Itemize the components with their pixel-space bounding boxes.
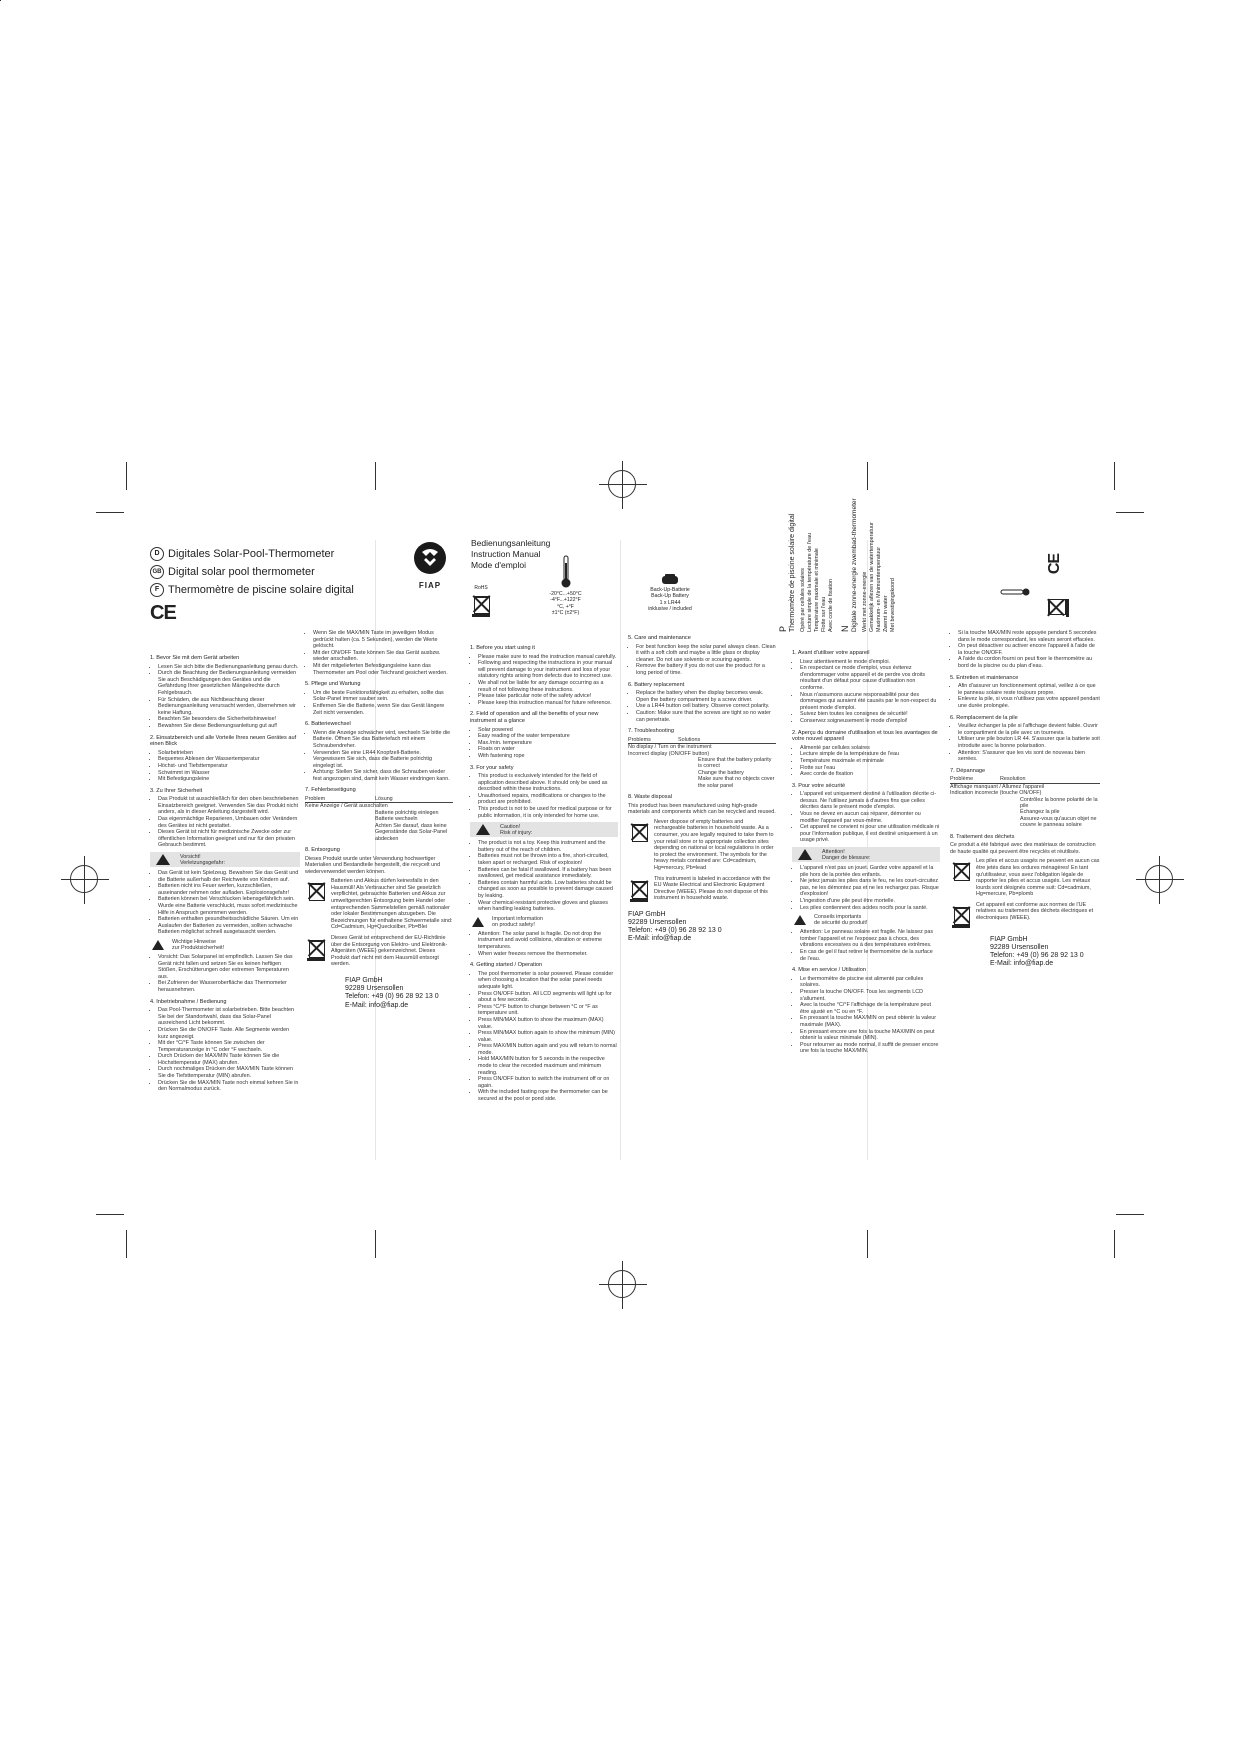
section-title: 4. Inbetriebnahme / Bedienung — [150, 998, 227, 1005]
table-header: Resolution — [1000, 776, 1026, 783]
list-item: • Batteries contain harmful acids. Low batteries should be changed as soon as possible to prevent damage caused by leaking. — [478, 880, 618, 900]
paragraph: Cet appareil est conforme aux normes de l'UE relatives au traitement des déchets électriques et électroniques (WEEE). — [976, 901, 1094, 922]
de-column-2 — [305, 630, 453, 1010]
company-email: E-Mail: info@fiap.de — [345, 1001, 409, 1009]
list-item: • Das Produkt ist ausschließlich für den oben beschriebenen Einsatzbereich geeignet. Verwenden Sie das Produkt nicht anders, als in dieser Anleitung dargestellt wird. — [158, 796, 300, 816]
list-item: • Suivez bien toutes les consignes de sécurité! — [800, 711, 940, 718]
warning-title: Caution! — [500, 823, 521, 830]
table-header: Solutions — [678, 736, 701, 743]
crop-mark — [1114, 1230, 1115, 1258]
section-title: 7. Troubleshooting — [628, 728, 675, 735]
registration-mark — [1145, 865, 1173, 893]
list-item: • Avec corde de fixation — [800, 771, 940, 778]
list-item: • L'appareil n'est pas un jouet. Gardez votre appareil et la pile hors de la portée des enfants. — [800, 865, 940, 878]
side-label-block — [778, 498, 950, 635]
side-line-p-5: Avec corde de fixation — [828, 579, 834, 632]
list-item: • Wear chemical-resistant protective gloves and glasses when handling leaking batteries. — [478, 900, 618, 913]
table-cell: Keine Anzeige / Gerät ausschalten — [305, 803, 388, 810]
list-item: • L'appareil est uniquement destiné à l'utilisation décrite ci-dessus. Ne l'utilisez jamais à d'autres fins que celles décrites dans le présent mode d'emploi. — [800, 791, 940, 811]
side-line-n-4: Zwemt in water — [883, 595, 889, 632]
side-line-p-1: Opéré par cellules solaires — [800, 568, 806, 632]
warning-banner — [792, 847, 940, 862]
paragraph: Les piles et accus usagés ne peuvent en aucun cas être jetés dans les ordures ménagères! En tant qu'utilisateur, vous avez l'obligation légale de rapporter les piles et accus usagés. Les métaux lourds sont désignés comme suit: Cd=cadmium, Hg=mercure, Pb=plomb — [976, 858, 1100, 898]
paragraph: Ce produit a été fabriqué avec des matériaux de construction de haute qualité qui peuvent être recyclés et réutilisés. — [950, 842, 1096, 855]
crop-mark — [1116, 512, 1144, 513]
list-item: • Replace the battery when the display becomes weak. Open the battery compartment by a screw driver. — [636, 690, 776, 703]
waste-bin-icon — [470, 591, 492, 617]
list-item: • Drücken Sie die ON/OFF Taste. Alle Segmente werden kurz angezeigt. — [158, 1027, 300, 1040]
side-line-n-1: Werkt met zonne-energie — [862, 571, 868, 632]
paragraph: Dieses Produkt wurde unter Verwendung hochwertiger Materialien und Bestandteile hergestellt, die recycelt und wiederverwendet werden können. — [305, 855, 441, 875]
section-title: 1. Bevor Sie mit dem Gerät arbeiten — [150, 655, 240, 661]
list-item: • Température maximale et minimale — [800, 758, 940, 765]
crop-mark — [375, 1230, 376, 1258]
warning-subtitle: Risk of injury: — [500, 829, 533, 836]
list-item: • Max./min. temperature — [478, 740, 618, 747]
battery-type: 1 x LR44 — [659, 599, 681, 606]
section-title: 8. Waste disposal — [628, 793, 672, 800]
list-item: • En pressant encore une fois la touche MAX/MIN on peut obtenir la valeur minimale (MIN). — [800, 1029, 940, 1042]
fiap-logo-text: FIAP — [418, 581, 442, 590]
list-item: • Caution: Make sure that the screws are tight so no water can penetrate. — [636, 710, 776, 723]
list-item: • Durch die Beachtung der Bedienungsanleitung vermeiden Sie auch Beschädigungen des Gerätes und die Gefährdung Ihrer gesetzlichen Mängelrechte durch Fehlgebrauch. — [158, 670, 300, 696]
company-contact — [305, 977, 453, 1010]
section-title: 2. Einsatzbereich und alle Vorteile Ihres neuen Gerätes auf einen Blick — [150, 734, 297, 748]
list-item: • This product is exclusively intended for the field of application described above. It should only be used as described within these instructions. — [478, 773, 618, 793]
title-text-gb: Digital solar pool thermometer — [168, 566, 315, 578]
title-text-fr: Thermomètre de piscine solaire digital — [168, 584, 354, 596]
table-cell: Contrôlez la bonne polarité de la pile — [1020, 796, 1098, 809]
list-item: • Batteries must not be thrown into a fire, short-circuited, taken apart or recharged. Risk of explosion! — [478, 853, 618, 866]
list-item: • En pressant la touche MAX/MIN on peut obtenir la valeur maximale (MAX). — [800, 1015, 940, 1028]
note-subtitle: de sécurité du produit! — [814, 920, 868, 927]
list-item: • A l'aide du cordon fourni on peut fixer le thermomètre au bord de la piscine ou du plan d'eau. — [958, 656, 1100, 669]
table-cell: Batterie wechseln — [375, 816, 418, 823]
crop-mark — [96, 1214, 124, 1215]
list-item: • Lecture simple de la température de l'eau — [800, 751, 940, 758]
list-item: • Floats on water — [478, 746, 618, 753]
warning-title: Vorsicht! — [180, 853, 201, 860]
thermometer-spec — [538, 555, 593, 616]
important-note — [470, 916, 618, 928]
warning-title: Attention! — [822, 848, 845, 855]
ce-mark-rotated: CE — [1046, 553, 1064, 575]
list-item: • Um die beste Funktionsfähigkeit zu erhalten, sollte das Solar-Panel immer sauber sein. — [313, 690, 453, 703]
temp-units: °C, +°F — [557, 603, 574, 610]
crop-mark — [126, 1230, 127, 1258]
list-item: • Unauthorised repairs, modifications or changes to the product are prohibited. — [478, 793, 618, 806]
table-header: Problem — [305, 796, 326, 803]
crop-mark — [1116, 1214, 1144, 1215]
list-item: • Attention: Le panneau solaire est fragile. Ne laissez pas tomber l'appareil et ne l'exposez pas à chocs, des vibrations excessives ou à des températures extrêmes. — [800, 929, 940, 949]
crop-mark — [867, 1230, 868, 1258]
registration-mark — [608, 470, 636, 498]
company-name: FIAP GmbH — [628, 910, 666, 918]
thermometer-icon — [1000, 585, 1030, 599]
list-item: • Please take particular note of the safety advice! — [478, 693, 618, 700]
list-item: • Mit der ON/OFF Taste können Sie das Gerät ausbzw. wieder anschalten. — [313, 650, 453, 663]
list-item: • When water freezes remove the thermometer. — [478, 951, 618, 958]
list-item: • Wenn Sie die MAX/MIN Taste im jeweiligen Modus gedrückt halten (ca. 5 Sekunden), werden die Werte gelöscht. — [313, 630, 453, 650]
crop-mark — [126, 462, 127, 490]
crop-mark — [1114, 462, 1115, 490]
list-item: • Lesen Sie sich bitte die Bedienungsanleitung genau durch. — [158, 664, 300, 671]
list-item: • Wenn die Anzeige schwächer wird, wechseln Sie bitte die Batterie. Öffnen Sie das Batteriefach mit einem Schraubendreher. — [313, 730, 453, 750]
list-item: • Durch nochmaliges Drücken der MAX/MIN Taste können Sie die Tiefsttemperatur (MIN) abrufen. — [158, 1066, 300, 1079]
language-code-de: D — [150, 547, 164, 561]
section-title: 7. Fehlerbeseitigung — [305, 787, 356, 794]
registration-mark — [608, 1270, 636, 1298]
list-item: • With the included fasting rope the thermometer can be secured at the pool or pond side. — [478, 1089, 618, 1102]
list-item: • Durch Drücken der MAX/MIN Taste können Sie die Höchsttemperatur (MAX) abrufen. — [158, 1053, 300, 1066]
crop-mark — [375, 462, 376, 490]
table-cell: Affichage manquant / Allumez l'appareil — [950, 783, 1045, 790]
crop-mark — [0, 0, 1, 1]
warning-icon — [794, 915, 806, 925]
list-item: • Für Schäden, die aus Nichtbeachtung dieser Bedienungsanleitung verursacht werden, übernehmen wir keine Haftung. — [158, 697, 300, 717]
side-line-n-2: Gemakkelijk aflezen van de watertemperatuur — [869, 522, 875, 632]
section-title: 5. Pflege und Wartung — [305, 681, 361, 688]
table-cell: Assurez-vous qu'aucun objet ne couvre le panneau solaire — [1020, 815, 1097, 829]
warning-icon — [798, 849, 812, 860]
table-cell: Make sure that no objects cover the solar panel — [698, 776, 775, 789]
company-city: 92289 Ursensollen — [628, 919, 687, 927]
warning-subtitle: Verletzungsgefahr: — [180, 859, 225, 866]
list-item: • Flotte sur l'eau — [800, 765, 940, 772]
list-item: • Batterien nicht ins Feuer werfen, kurzschließen, auseinander nehmen oder aufladen. Explosionsgefahr! — [158, 883, 300, 896]
list-item: • Press ON/OFF button. All LCD segments will light up for about a few seconds. — [478, 991, 618, 1004]
manual-title-fr: Mode d'emploi — [471, 560, 527, 570]
table-cell: Indication incorrecte (touche ON/OFF) — [950, 790, 1042, 797]
table-cell: Incorrect display (ON/OFF button) — [628, 750, 710, 757]
list-item: • Easy reading of the water temperature — [478, 733, 618, 740]
warning-subtitle: Danger de blessure: — [822, 854, 871, 861]
warning-banner — [470, 822, 618, 837]
battery-included: inklusive / included — [648, 605, 692, 612]
list-item: • Das eigenmächtige Reparieren, Umbauen oder Verändern des Gerätes ist nicht gestattet. — [158, 816, 300, 829]
paragraph: This instrument is labeled in accordance with the EU Waste Electrical and Electronic Equipment Directive (WEEE). Please do not dispose of this instrument in household waste. — [654, 875, 771, 902]
list-item: • Afin d'assurer un fonctionnement optimal, veillez à ce que le panneau solaire reste toujours propre. — [958, 683, 1100, 696]
title-fr — [150, 581, 380, 599]
table-cell: Ensure that the battery polarity is correct — [698, 756, 772, 770]
company-contact — [950, 936, 1100, 969]
warning-icon — [476, 824, 490, 835]
language-code-fr: F — [150, 583, 164, 597]
list-item: • Bequemes Ablesen der Wassertemperatur — [158, 756, 300, 763]
company-email: E-Mail: info@fiap.de — [628, 935, 692, 943]
weee-bin-icon — [305, 935, 327, 961]
manual-title-de: Bedienungsanleitung — [471, 538, 551, 548]
title-de — [150, 545, 380, 563]
list-item: • Batteries can be fatal if swallowed. If a battery has been swallowed, get medical assistance immediately. — [478, 867, 618, 880]
title-gb — [150, 563, 380, 581]
list-item: • Solar powered — [478, 727, 618, 734]
section-title: 4. Getting started / Operation — [470, 962, 543, 969]
fiap-logo-icon — [412, 540, 448, 576]
note-title: Conseils importants — [814, 914, 862, 921]
company-city: 92289 Ursensollen — [345, 985, 404, 993]
section-title: 7. Dépannage — [950, 767, 986, 774]
list-item: • Mit der °C/°F Taste können Sie zwischen der Temperaturanzeige in °C oder °F wechseln. — [158, 1040, 300, 1053]
side-label-n: N — [840, 625, 850, 632]
battery-icon — [660, 573, 680, 585]
thermometer-icon — [559, 555, 573, 589]
section-title: 6. Battery replacement — [628, 681, 685, 688]
fr-column-2 — [950, 630, 1100, 969]
list-item: • L'ingestion d'une pile peut être mortelle. — [800, 898, 940, 905]
list-item: • Press MIN/MAX button again to show the minimum (MIN) value. — [478, 1030, 618, 1043]
note-title: Wichtige Hinweise — [172, 938, 217, 945]
note-subtitle: on product safety! — [492, 921, 535, 928]
list-item: • Drücken Sie die MAX/MIN Taste noch einmal kehren Sie in den Normalmodus zurück. — [158, 1080, 300, 1093]
side-line-n-3: Maximum- en Minimumtemperatuur — [876, 546, 882, 632]
section-title: 5. Care and maintenance — [628, 635, 691, 641]
en-column-1 — [470, 640, 618, 1105]
table-header: Problème — [950, 776, 974, 783]
company-phone: Telefon: +49 (0) 96 28 92 13 0 — [345, 993, 439, 1001]
list-item: • Cet appareil ne convient ni pour une utilisation médicale ni pour l'information publique, il est destiné uniquement à un usage privé. — [800, 824, 940, 844]
list-item: • For best function keep the solar panel always clean. Clean it with a soft cloth and maybe a little glass or display cleaner. Do not use solvents or scouring agents. — [636, 644, 776, 664]
list-item: • Le thermomètre de piscine est alimenté par cellules solaires. — [800, 976, 940, 989]
note-subtitle: zur Produktsicherheit! — [172, 944, 225, 951]
list-item: • The product is not a toy. Keep this instrument and the battery out of the reach of children. — [478, 840, 618, 853]
list-item: • Mit Befestigungsleine — [158, 776, 300, 783]
list-item: • Höchst- und Tiefsttemperatur — [158, 763, 300, 770]
list-item: • En cas de gel il faut retirer le thermomètre de la surface de l'eau. — [800, 949, 940, 962]
list-item: • Batterien können bei Verschlucken lebensgefährlich sein. Wurde eine Batterie verschluckt, muss sofort medizinische Hilfe in Anspruch genommen werden. — [158, 896, 300, 916]
important-note — [792, 914, 940, 926]
table-header: Problems — [628, 736, 651, 743]
table-header: Lösung — [375, 796, 393, 803]
weee-bin-icon — [950, 902, 972, 928]
company-email: E-Mail: info@fiap.de — [990, 960, 1054, 968]
side-label-p: P — [778, 625, 788, 632]
paragraph: Dieses Gerät ist entsprechend der EU-Richtlinie über die Entsorgung von Elektro- und Elektronik-Altgeräten (WEEE) gekennzeichnet. Dieses Produkt darf nicht mit dem Hausmüll entsorgt werden. — [331, 935, 448, 968]
side-line-n-0: Digitale zonne-energie zwembad-thermometer — [851, 498, 858, 632]
paragraph: Never dispose of empty batteries and rechargeable batteries in household waste. As a consumer, you are legally required to take them to your retail store or to appropriate collection sites depending on national or local regulations in order to protect the environment. The symbols for the heavy metals contained are: Cd=cadmium, Hg=mercury, Pb=lead — [654, 818, 774, 871]
side-line-p-4: Flotte sur l'eau — [821, 596, 827, 632]
list-item: • Press ON/OFF button to switch the instrument off or on again. — [478, 1076, 618, 1089]
list-item: • Presser la touche ON/OFF. Tous les segments LCD s'allument. — [800, 989, 940, 1002]
warning-icon — [156, 854, 170, 865]
important-note — [150, 939, 300, 951]
section-title: 2. Aperçu du domaine d'utilisation et tous les avantages de votre nouvel appareil — [792, 729, 938, 743]
table-cell: Achten Sie darauf, dass keine Gegenstände das Solar-Panel abdecken — [375, 822, 448, 842]
list-item: • Conservez soigneusement le mode d'emploi! — [800, 718, 940, 725]
section-title: 2. Field of operation and all the benefits of your new instrument at a glance — [470, 711, 599, 724]
list-item: • On peut désactiver ou activer encore l'appareil à l'aide de la touche ON/OFF. — [958, 643, 1100, 656]
rohs-label: RoHS — [474, 585, 488, 591]
list-item: • Attention: S'assurer que les vis sont de nouveau bien serrées. — [958, 750, 1100, 763]
list-item: • Press MAX/MIN button again and you will return to normal mode. — [478, 1043, 618, 1056]
fiap-logo — [410, 540, 450, 590]
list-item: • Mit der mitgelieferten Befestigungsleine kann das Thermometer am Pool oder Teichrand gesichert werden. — [313, 663, 453, 676]
side-line-p-2: Lecture simple de la température de l'eau — [807, 532, 813, 632]
table-cell: Échangez la pile — [1020, 809, 1060, 816]
rohs-block — [470, 585, 492, 622]
de-column-1 — [150, 650, 300, 1095]
table-cell: Batterie polrichtig einlegen — [375, 809, 439, 816]
section-title: 5. Entretien et maintenance — [950, 674, 1019, 681]
list-item: • Press MIN/MAX button to show the maximum (MAX) value. — [478, 1017, 618, 1030]
troubleshooting-table — [628, 737, 776, 789]
side-line-p-3: Température maximale et minimale — [814, 548, 820, 632]
fold-line — [620, 540, 621, 1160]
list-item: • This product is not to be used for medical purpose or for public information, it is only intended for home use. — [478, 806, 618, 819]
company-phone: Telefon: +49 (0) 96 28 92 13 0 — [990, 952, 1084, 960]
table-cell: No display / Turn on the instrument — [628, 744, 712, 751]
list-item: • Lisez attentivement le mode d'emploi. — [800, 659, 940, 666]
list-item: • Vous ne devez en aucun cas réparer, démonter ou modifier l'appareil par vous-même. — [800, 811, 940, 824]
table-cell: Change the battery — [698, 769, 744, 776]
list-item: • We shall not be liable for any damage occurring as a result of not following these instructions. — [478, 680, 618, 693]
list-item: • Avec la touche °C/°F l'affichage de la température peut être ajusté en °C ou en °F. — [800, 1002, 940, 1015]
list-item: • Verwenden Sie eine LR44 Knopfzell-Batterie. Vergewissern Sie sich, dass die Batterie polrichtig eingelegt ist. — [313, 750, 453, 770]
battery-label-en: Back-Up Battery — [651, 593, 689, 600]
list-item: • Das Pool-Thermometer ist solarbetrieben. Bitte beachten Sie bei der Standortwahl, dass das Solar-Panel ausreichend Licht bekommt. — [158, 1007, 300, 1027]
list-item: • Bei Zufrieren der Wasseroberfläche das Thermometer herausnehmen. — [158, 980, 300, 993]
waste-bin-icon — [1043, 597, 1069, 619]
company-name: FIAP GmbH — [345, 977, 383, 984]
troubleshooting-table — [305, 796, 453, 842]
battery-disposal-icon — [950, 858, 972, 884]
list-item: • Please make sure to read the instruction manual carefully. — [478, 654, 618, 661]
list-item: • En respectant ce mode d'emploi, vous éviterez d'endommager votre appareil et de perdre vos droits résultant d'un défaut pour cause d'utilisation non conforme. — [800, 665, 940, 691]
side-line-n-5: Met bevestigingskoord — [890, 578, 896, 632]
crop-mark — [96, 512, 124, 513]
temp-accuracy: ±1°C (±2°F) — [551, 609, 580, 616]
side-line-p-0: Thermomètre de piscine solaire digital — [789, 513, 796, 632]
section-title: 4. Mise en service / Utilisation — [792, 967, 866, 974]
ce-mark: CE — [150, 602, 176, 624]
list-item: • Hold MAX/MIN button for 5 seconds in the respective mode to clear the recorded maximum and minimum reading. — [478, 1056, 618, 1076]
list-item: • Si la touche MAX/MIN reste appuyée pendant 5 secondes dans le mode correspondant, les valeurs seront effacées. — [958, 630, 1100, 643]
list-item: • Dieses Gerät ist nicht für medizinische Zwecke oder zur öffentlichen Information geeignet und nur für den privaten Gebrauch bestimmt. — [158, 829, 300, 849]
paragraph: This product has been manufactured using high-grade materials and components which can be recycled and reused. — [628, 802, 776, 816]
warning-icon — [472, 917, 484, 927]
company-city: 92289 Ursensollen — [990, 944, 1049, 952]
list-item: • Solarbetrieben — [158, 750, 300, 757]
list-item: • Press °C/°F button to change between °C or °F as temperature unit. — [478, 1004, 618, 1017]
battery-label-de: Back-Up-Batterie — [650, 587, 690, 594]
list-item: • Les piles contiennent des acides nocifs pour la santé. — [800, 905, 940, 912]
title-block — [150, 545, 380, 599]
list-item: • Beachten Sie besonders die Sicherheitshinweise! — [158, 716, 300, 723]
list-item: • Batterien enthalten gesundheitsschädliche Säuren. Um ein Auslaufen der Batterien zu vermeiden, sollten schwache Batterien möglichst schnell ausgetauscht werden. — [158, 916, 300, 936]
company-phone: Telefon: +49 (0) 96 28 92 13 0 — [628, 927, 722, 935]
section-title: 8. Traitement des déchets — [950, 833, 1015, 840]
battery-disposal-icon — [628, 819, 650, 845]
list-item: • Remove the battery if you do not use the product for a long period of time. — [636, 663, 776, 676]
list-item: • Following and respecting the instructions in your manual will prevent damage to your instrument and loss of your statutory rights arising from defects due to incorrect use. — [478, 660, 618, 680]
list-item: • Veuillez échanger la pile si l'affichage devient faible. Ouvrir le compartiment de la pile avec un tournevis. — [958, 723, 1100, 736]
title-text-de: Digitales Solar-Pool-Thermometer — [168, 548, 335, 560]
list-item: • Attention: The solar panel is fragile. Do not drop the instrument and avoid collisions, vibration or extreme temperatures. — [478, 931, 618, 951]
list-item: • With fastening rope — [478, 753, 618, 760]
company-contact — [628, 911, 776, 944]
list-item: • Vorsicht: Das Solarpanel ist empfindlich. Lassen Sie das Gerät nicht fallen und setzen Sie es keinen heftigen Stößen, Erschütterungen oder extremen Temperaturen aus. — [158, 954, 300, 980]
list-item: • Nous n'assumons aucune responsabilité pour des dommages qui auraient été causés par le non-respect du présent mode d'emploi. — [800, 692, 940, 712]
list-item: • Das Gerät ist kein Spielzeug. Bewahren Sie das Gerät und die Batterie außerhalb der Reichweite von Kindern auf. — [158, 870, 300, 883]
troubleshooting-table — [950, 776, 1100, 828]
list-item: • Bewahren Sie diese Bedienungsanleitung gut auf! — [158, 723, 300, 730]
warning-icon — [152, 940, 164, 950]
list-item: • Please keep this instruction manual for future reference. — [478, 700, 618, 707]
battery-disposal-icon — [305, 878, 327, 904]
note-title: Important information — [492, 915, 543, 922]
list-item: • Achtung: Stellen Sie sicher, dass die Schrauben wieder fest angezogen sind, damit kein Wasser eindringen kann. — [313, 769, 453, 782]
en-column-2 — [628, 630, 776, 944]
section-title: 6. Remplacement de la pile — [950, 714, 1018, 721]
list-item: • Alimenté par cellules solaires — [800, 745, 940, 752]
weee-bin-icon — [628, 876, 650, 902]
paragraph: Batterien und Akkus dürfen keinesfalls in den Hausmüll! Als Verbraucher sind Sie gesetzlich verpflichtet, gebrauchte Batterien und Akkus zur umweltgerechten Entsorgung beim Handel oder entsprechenden Sammelstellen gemäß nationaler oder lokaler Bestimmungen abzugeben. Die Bezeichnungen für enthaltene Schwermetalle sind: Cd=Cadmium, Hg=Quecksilber, Pb=Blei — [331, 878, 453, 931]
warning-banner — [150, 852, 300, 867]
list-item: • Ne jetez jamais les piles dans le feu, ne les court-circuitez pas, ne les démontez pas et ne les rechargez pas. Risque d'explosion! — [800, 878, 940, 898]
temp-range-c: -20°C...+50°C — [549, 591, 582, 598]
section-title: 1. Before you start using it — [470, 645, 535, 651]
fr-column-1 — [792, 645, 940, 1057]
section-title: 3. For your safety — [470, 764, 514, 771]
temp-range-f: -4°F...+122°F — [550, 597, 581, 604]
list-item: • The pool thermometer is solar powered. Please consider when choosing a location that the solar panel needs adequate light. — [478, 971, 618, 991]
list-item: • Use a LR44 button cell battery. Observe correct polarity. — [636, 703, 776, 710]
list-item: • Pour retourner au mode normal, il suffit de presser encore une fois la touche MAX/MIN. — [800, 1042, 940, 1055]
list-item: • Enlevez la pile, si vous n'utilisez pas votre appareil pendant une durée prolongée. — [958, 696, 1100, 709]
list-item: • Schwimmt im Wasser — [158, 770, 300, 777]
company-name: FIAP GmbH — [990, 935, 1028, 943]
section-title: 6. Batteriewechsel — [305, 721, 351, 728]
section-title: 8. Entsorgung — [305, 846, 340, 853]
battery-spec — [640, 573, 700, 612]
section-title: 1. Avant d'utiliser votre appareil — [792, 650, 870, 656]
registration-mark — [70, 865, 98, 893]
list-item: • Entfernen Sie die Batterie, wenn Sie das Gerät längere Zeit nicht verwenden. — [313, 703, 453, 716]
crop-mark — [867, 462, 868, 490]
section-title: 3. Zu Ihrer Sicherheit — [150, 787, 203, 794]
section-title: 3. Pour votre sécurité — [792, 782, 846, 789]
language-code-gb: GB — [150, 565, 164, 579]
list-item: • Utiliser une pile bouton LR 44. S'assurer que la batterie soit introduite avec la bonne polarisation. — [958, 736, 1100, 749]
manual-title-en: Instruction Manual — [471, 549, 541, 559]
